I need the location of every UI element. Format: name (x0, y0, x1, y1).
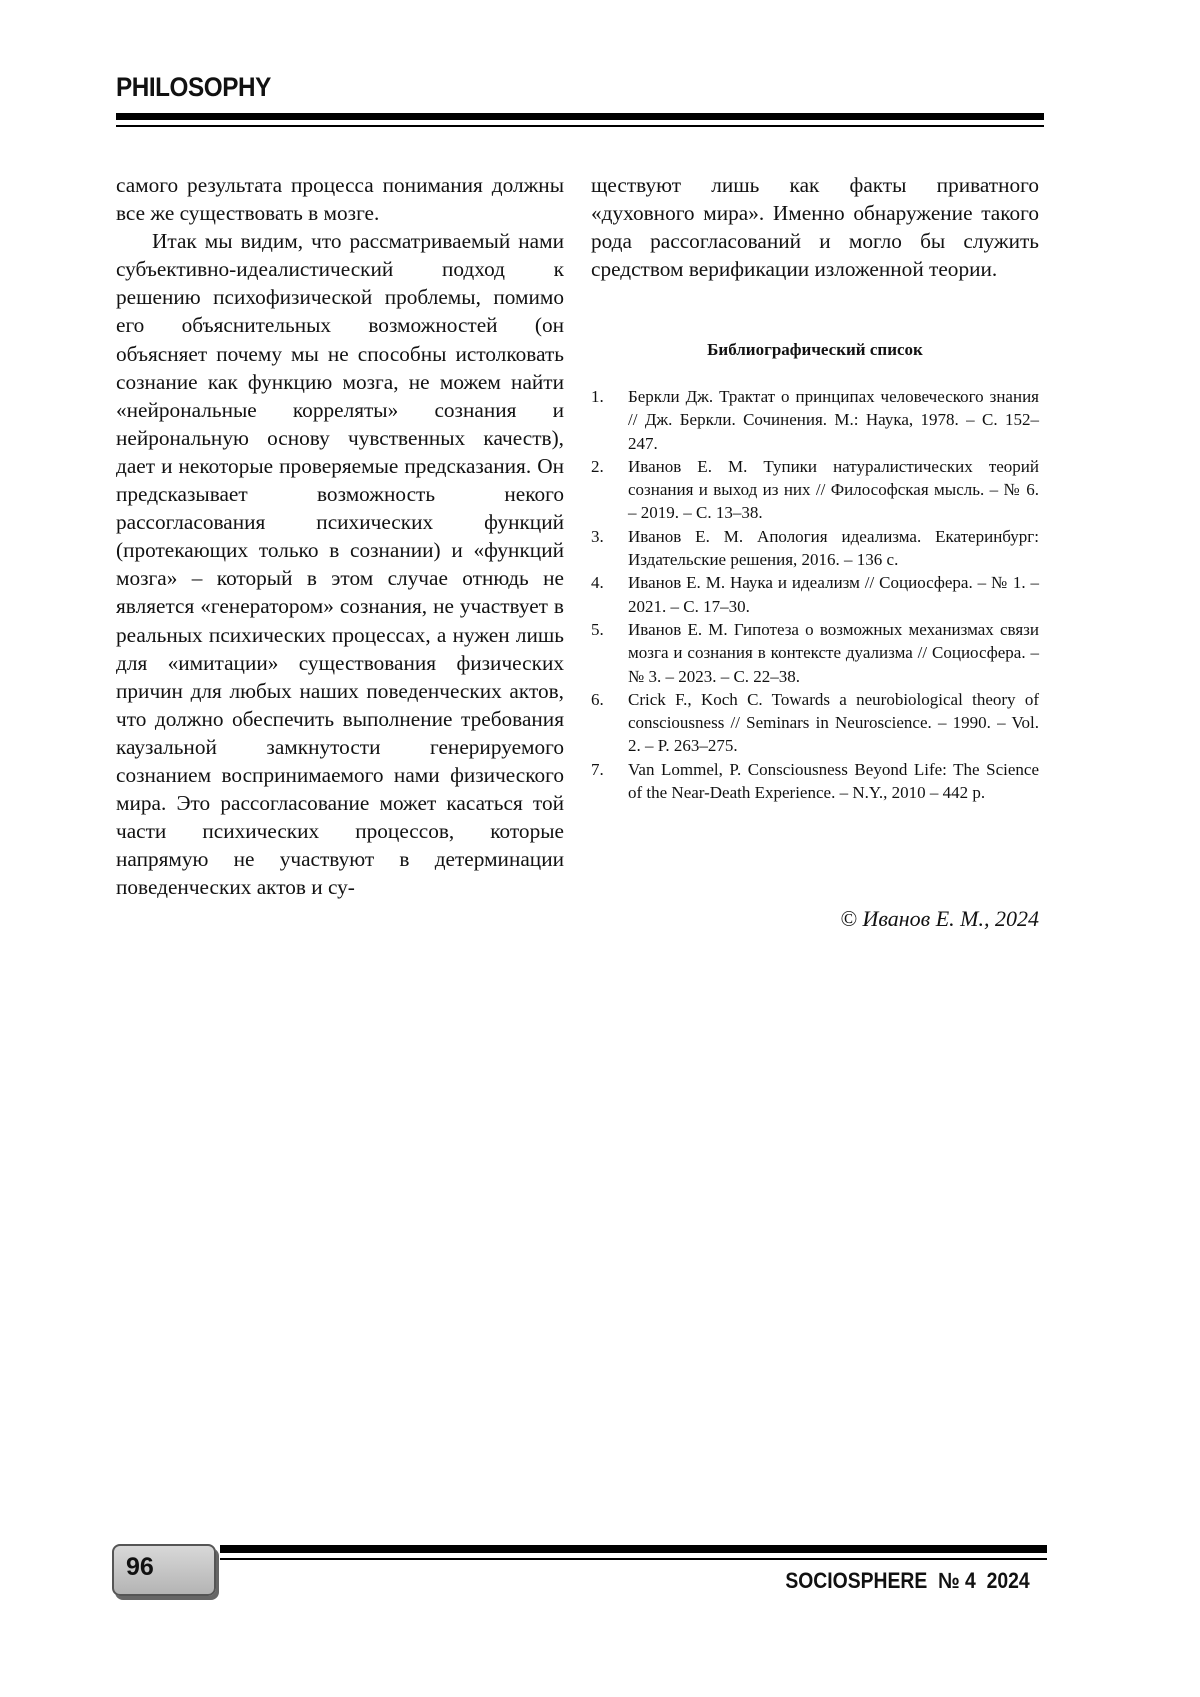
bibliography-item-number: 5. (591, 619, 604, 639)
paragraph-main: Итак мы видим, что рассматриваемый нами субъективно-идеалистический подход к решению психофизической проблемы, помимо его объяснительных возможностей (он объясняет почему мы не способны истолковать сознание как функцию мозга, не можем найти «нейрональные корреляты» сознания и нейрональную основу чувственных качеств), дает и некоторые проверяемые предсказания. Он предсказывает возможность некого рассогласования психических функций (протекающих только в сознании) и «функций мозга» – который в этом случае отнюдь не является «генератором» сознания, не участвует в реальных психических процессах, а нужен лишь для «имитации» существования физических причин для любых наших поведенческих актов, что должно обеспечить выполнение требования каузальной замкнутости генерируемого сознанием воспринимаемого нами физического мира. Это рассогласование может касаться той части психических процессов, которые напрямую не участвуют в детерминации поведенческих актов и су- (116, 229, 564, 900)
copyright-notice: © Иванов Е. М., 2024 (840, 906, 1039, 931)
footer-rule-thick (220, 1545, 1047, 1553)
bibliography-item (591, 525, 1039, 572)
bibliography-item-number: 1. (591, 387, 604, 406)
right-column (591, 171, 1039, 283)
bibliography-item-text: Crick F., Koch C. Towards a neurobiological theory of consciousness // Seminars in Neuroscience. – 1990. – Vol. 2. – P. 263–275. (628, 689, 1039, 756)
header-rule-thin (116, 125, 1044, 127)
bibliography-item (591, 571, 1039, 618)
bibliography-item-text: Иванов Е. М. Апология идеализма. Екатеринбург: Издательские решения, 2016. – 136 с. (628, 526, 1039, 570)
bibliography-item-number: 4. (591, 573, 604, 593)
bibliography-item-text: Van Lommel, P. Consciousness Beyond Life: The Science of the Near-Death Experience. – N.Y., 2010 – 442 p. (628, 759, 1039, 803)
bibliography-item (591, 758, 1039, 805)
bibliography-heading: Библиографический список (707, 340, 923, 359)
bibliography-list (591, 385, 1039, 804)
page-number: 96 (126, 1553, 154, 1581)
bibliography-item (591, 688, 1039, 758)
bibliography-item-text: Иванов Е. М. Тупики натуралистических теорий сознания и выход из них // Философская мысль. – № 6. – 2019. – С. 13–38. (628, 456, 1039, 523)
header-rule-thick (116, 113, 1044, 120)
section-title: PHILOSOPHY (116, 72, 271, 102)
paragraph-conclusion: ществуют лишь как факты приватного «духовного мира». Именно обнаружение такого рода рассогласований и могло бы служить средством верификации изложенной теории. (591, 173, 1039, 282)
bibliography-item (591, 385, 1039, 455)
bibliography-item-number: 6. (591, 689, 604, 709)
bibliography-item-number: 3. (591, 526, 604, 546)
bibliography-item (591, 618, 1039, 688)
bibliography-item-number: 7. (591, 759, 604, 779)
left-column (116, 171, 564, 901)
paragraph-continued: самого результата процесса понимания должны все же существовать в мозге. (116, 173, 564, 226)
bibliography-item-text: Иванов Е. М. Гипотеза о возможных механизмах связи мозга и сознания в контексте дуализма // Социосфера. – № 3. – 2023. – С. 22–38. (628, 619, 1039, 686)
bibliography-item-text: Беркли Дж. Трактат о принципах человеческого знания // Дж. Беркли. Сочинения. М.: Наука, 1978. – С. 152–247. (628, 387, 1039, 453)
bibliography-item-text: Иванов Е. М. Наука и идеализм // Социосфера. – № 1. – 2021. – С. 17–30. (628, 573, 1039, 616)
bibliography-item (591, 455, 1039, 525)
journal-issue: SOCIOSPHERE № 4 2024 (785, 1568, 1030, 1593)
bibliography-item-number: 2. (591, 456, 604, 476)
footer-rule-thin (220, 1558, 1047, 1560)
